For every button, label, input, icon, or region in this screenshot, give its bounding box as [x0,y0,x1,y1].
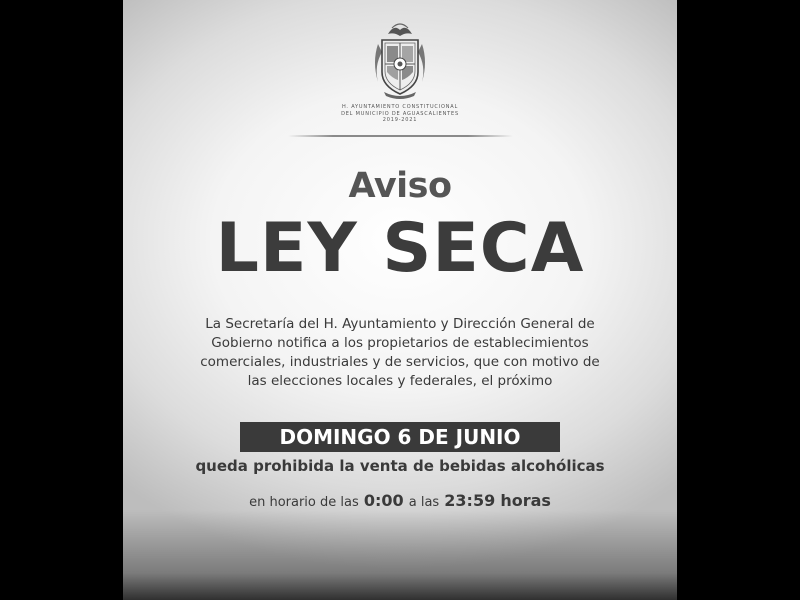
institution-line: DEL MUNICIPIO DE AGUASCALIENTES [341,110,459,117]
notice-body [163,315,637,391]
coat-of-arms-icon [370,22,430,102]
notice-line: Gobierno notifica a los propietarios de establecimientos [211,335,589,351]
institution-line: H. AYUNTAMIENTO CONSTITUCIONAL [341,104,459,110]
prohibition-text: queda prohibida la venta de bebidas alcohólicas [195,457,605,475]
notice-line: La Secretaría del H. Ayuntamiento y Dirección General de [205,316,595,332]
notice-line: las elecciones locales y federales, el próximo [247,373,553,389]
hours-end: 23:59 [444,491,496,510]
hours-prefix: en horario de las [249,495,359,510]
hours-start: 0:00 [363,491,404,510]
notice-title: LEY SECA [215,209,585,288]
hours-suffix: horas [500,491,551,510]
header-divider [288,135,513,137]
hours-connector: a las [408,495,440,510]
hours-line [123,491,677,510]
institution-period: 2019-2021 [382,117,418,124]
institution-name [300,104,500,124]
date-banner: DOMINGO 6 DE JUNIO [240,422,560,452]
notice-kicker: Aviso [348,166,452,206]
notice-line: comerciales, industriales y de servicios, que con motivo de [200,354,600,370]
notice-poster [123,0,677,600]
